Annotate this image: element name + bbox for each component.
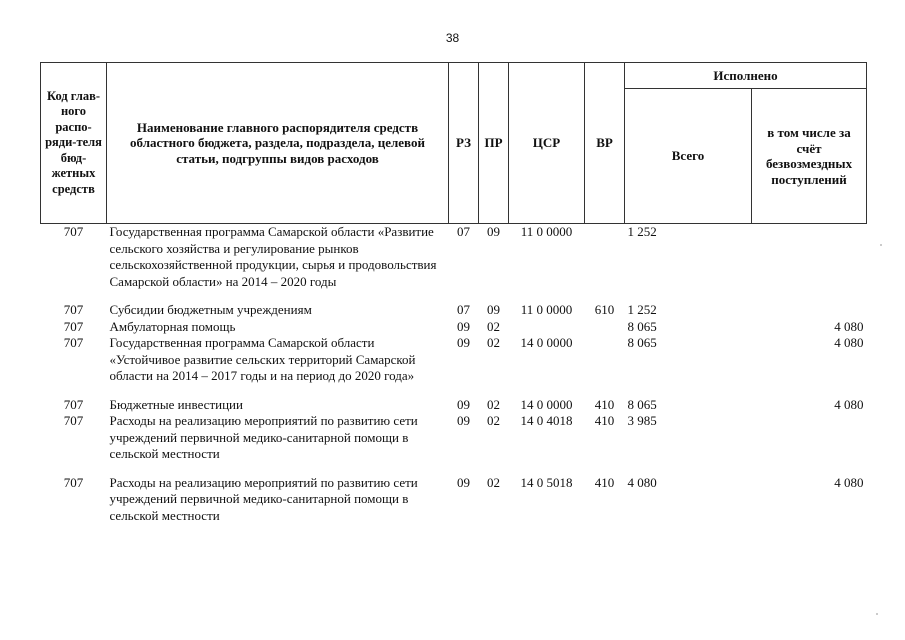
header-pr: ПР — [479, 63, 509, 224]
cell-code: 707 — [63, 396, 84, 412]
cell-csr — [509, 319, 585, 336]
header-executed: Исполнено — [625, 63, 867, 89]
cell-rz: 09 — [457, 396, 470, 412]
cell-total: 8 065 — [627, 396, 657, 412]
cell-rz: 09 — [457, 335, 470, 350]
header-vr: ВР — [585, 63, 625, 224]
cell-incl: 4 080 — [834, 474, 864, 490]
cell-csr: 14 0 0000 — [520, 335, 573, 350]
cell-vr: 610 — [594, 302, 615, 317]
cell-vr — [585, 224, 625, 303]
cell-vr: 410 — [594, 396, 615, 412]
cell-incl: 4 080 — [834, 396, 864, 412]
cell-pr: 02 — [487, 318, 500, 334]
cell-total: 8 065 — [627, 318, 657, 334]
table-row — [41, 335, 867, 397]
header-total: Всего — [625, 89, 752, 224]
cell-name: Государственная программа Самарской области «Развитие сельского хозяйства и регулирование рынков сельскохозяйственной продукции, сырья и продовольствия Самарской области» на 2014 – 2020 годы — [109, 224, 437, 289]
header-rz: РЗ — [449, 63, 479, 224]
table-row — [41, 397, 867, 414]
cell-incl — [752, 224, 867, 303]
cell-code: 707 — [63, 335, 84, 350]
cell-total: 4 080 — [627, 474, 657, 490]
cell-total: 3 985 — [627, 413, 657, 428]
scan-speck — [880, 244, 882, 246]
cell-vr: 410 — [594, 474, 615, 490]
cell-name: Государственная программа Самарской области «Устойчивое развитие сельских территорий Самарской области на 2014 – 2017 годы и на период до 2020 года» — [109, 335, 416, 383]
cell-code: 707 — [63, 318, 84, 334]
cell-pr: 02 — [487, 396, 500, 412]
cell-incl — [752, 302, 867, 319]
table-row — [41, 413, 867, 475]
header-name: Наименование главного распорядителя средств областного бюджета, раздела, подраздела, целевой статьи, подгруппы видов расходов — [107, 63, 449, 224]
cell-code: 707 — [63, 302, 84, 317]
cell-rz: 09 — [457, 474, 470, 490]
cell-name: Расходы на реализацию мероприятий по развитию сети учреждений первичной медико-санитарной помощи в сельской местности — [109, 413, 418, 461]
table-row — [41, 224, 867, 303]
cell-csr: 11 0 0000 — [520, 224, 573, 239]
table-row — [41, 302, 867, 319]
cell-total: 1 252 — [627, 224, 657, 239]
cell-incl: 4 080 — [834, 318, 864, 334]
cell-code: 707 — [63, 413, 84, 428]
cell-name: Расходы на реализацию мероприятий по развитию сети учреждений первичной медико-санитарной помощи в сельской местности — [109, 474, 418, 523]
cell-pr: 02 — [487, 413, 500, 428]
header-incl: в том числе за счёт безвозмездных поступлений — [752, 89, 867, 224]
cell-code: 707 — [63, 224, 84, 239]
cell-pr: 02 — [487, 474, 500, 490]
cell-vr — [585, 335, 625, 397]
header-code: Код глав-ного распо-ряди-теля бюд-жетных средств — [41, 63, 107, 224]
cell-total: 8 065 — [627, 335, 657, 350]
cell-rz: 09 — [457, 413, 470, 428]
cell-rz: 07 — [457, 302, 470, 317]
table-row — [41, 475, 867, 525]
budget-execution-table — [40, 62, 867, 524]
table-body — [41, 224, 867, 525]
cell-csr: 14 0 0000 — [520, 396, 573, 412]
cell-incl — [752, 413, 867, 475]
cell-csr: 11 0 0000 — [520, 302, 573, 317]
cell-rz: 07 — [457, 224, 470, 239]
page-number: 38 — [445, 31, 460, 45]
header-csr: ЦСР — [509, 63, 585, 224]
cell-name: Субсидии бюджетным учреждениям — [109, 302, 312, 317]
cell-total: 1 252 — [627, 302, 657, 317]
cell-pr: 02 — [487, 335, 500, 350]
cell-name: Бюджетные инвестиции — [109, 396, 243, 412]
cell-pr: 09 — [487, 302, 500, 317]
table-header — [41, 63, 867, 224]
cell-incl: 4 080 — [834, 335, 864, 350]
cell-vr — [585, 319, 625, 336]
table-row — [41, 319, 867, 336]
cell-name: Амбулаторная помощь — [109, 318, 236, 334]
cell-csr: 14 0 4018 — [520, 413, 573, 428]
cell-pr: 09 — [487, 224, 500, 239]
cell-code: 707 — [63, 474, 84, 490]
scan-speck — [876, 613, 878, 615]
cell-rz: 09 — [457, 318, 470, 334]
cell-csr: 14 0 5018 — [520, 474, 573, 490]
cell-vr: 410 — [594, 413, 615, 428]
